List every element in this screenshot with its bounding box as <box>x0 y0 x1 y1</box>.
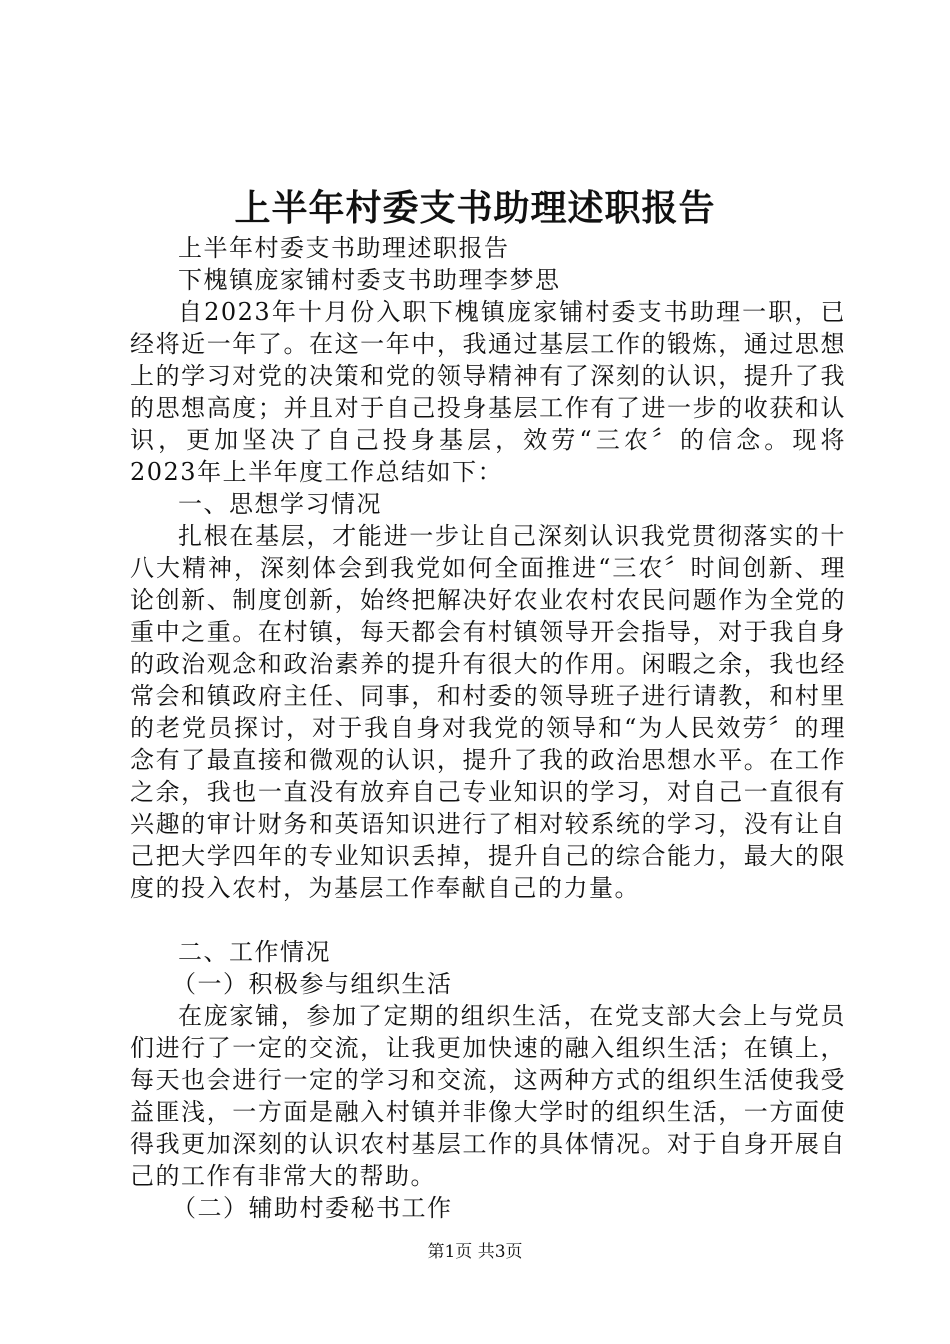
organization-paragraph: 在庞家铺，参加了定期的组织生活，在党支部大会上与党员们进行了一定的交流，让我更加快速的融入组织生活；在镇上，每天也会进行一定的学习和交流，这两种方式的组织生活使我受益匪浅，一方面是融入村镇并非像大学时的组织生活，一方面使得我更加深刻的认识农村基层工作的具体情况。对于自身开展自己的工作有非常大的帮助。 <box>130 1002 846 1190</box>
paragraph-spacer <box>130 904 846 936</box>
section-heading-work: 二、工作情况 <box>178 938 331 966</box>
intro-paragraph: 自2023年十月份入职下槐镇庞家铺村委支书助理一职，已经将近一年了。在这一年中，我通过基层工作的锻炼，通过思想上的学习对党的决策和党的领导精神有了深刻的认识，提升了我的思想高度；并且对于自己投身基层工作有了进一步的收获和认识，更加坚决了自己投身基层，效劳“三农〞的信念。现将2023年上半年度工作总结如下： <box>130 298 846 486</box>
subtitle-paragraph: 上半年村委支书助理述职报告 <box>178 234 510 262</box>
author-paragraph: 下槐镇庞家铺村委支书助理李梦思 <box>178 266 561 294</box>
subsection-heading-secretary: （二）辅助村委秘书工作 <box>172 1194 453 1222</box>
subsection-heading-organization: （一）积极参与组织生活 <box>172 970 453 998</box>
document-body <box>130 232 846 1224</box>
thought-study-paragraph: 扎根在基层，才能进一步让自己深刻认识我党贯彻落实的十八大精神，深刻体会到我党如何全面推进“三农〞时间创新、理论创新、制度创新，始终把解决好农业农村农民问题作为全党的重中之重。在村镇，每天都会有村镇领导开会指导，对于我自身的政治观念和政治素养的提升有很大的作用。闲暇之余，我也经常会和镇政府主任、同事，和村委的领导班子进行请教，和村里的老党员探讨，对于我自身对我党的领导和“为人民效劳〞的理念有了最直接和微观的认识，提升了我的政治思想水平。在工作之余，我也一直没有放弃自己专业知识的学习，对自己一直很有兴趣的审计财务和英语知识进行了相对较系统的学习，没有让自己把大学四年的专业知识丢掉，提升自己的综合能力，最大的限度的投入农村，为基层工作奉献自己的力量。 <box>130 522 846 902</box>
document-title: 上半年村委支书助理述职报告 <box>234 187 716 229</box>
section-heading-thought-study: 一、思想学习情况 <box>178 490 382 518</box>
page-footer: 第1页 共3页 <box>427 1242 523 1262</box>
